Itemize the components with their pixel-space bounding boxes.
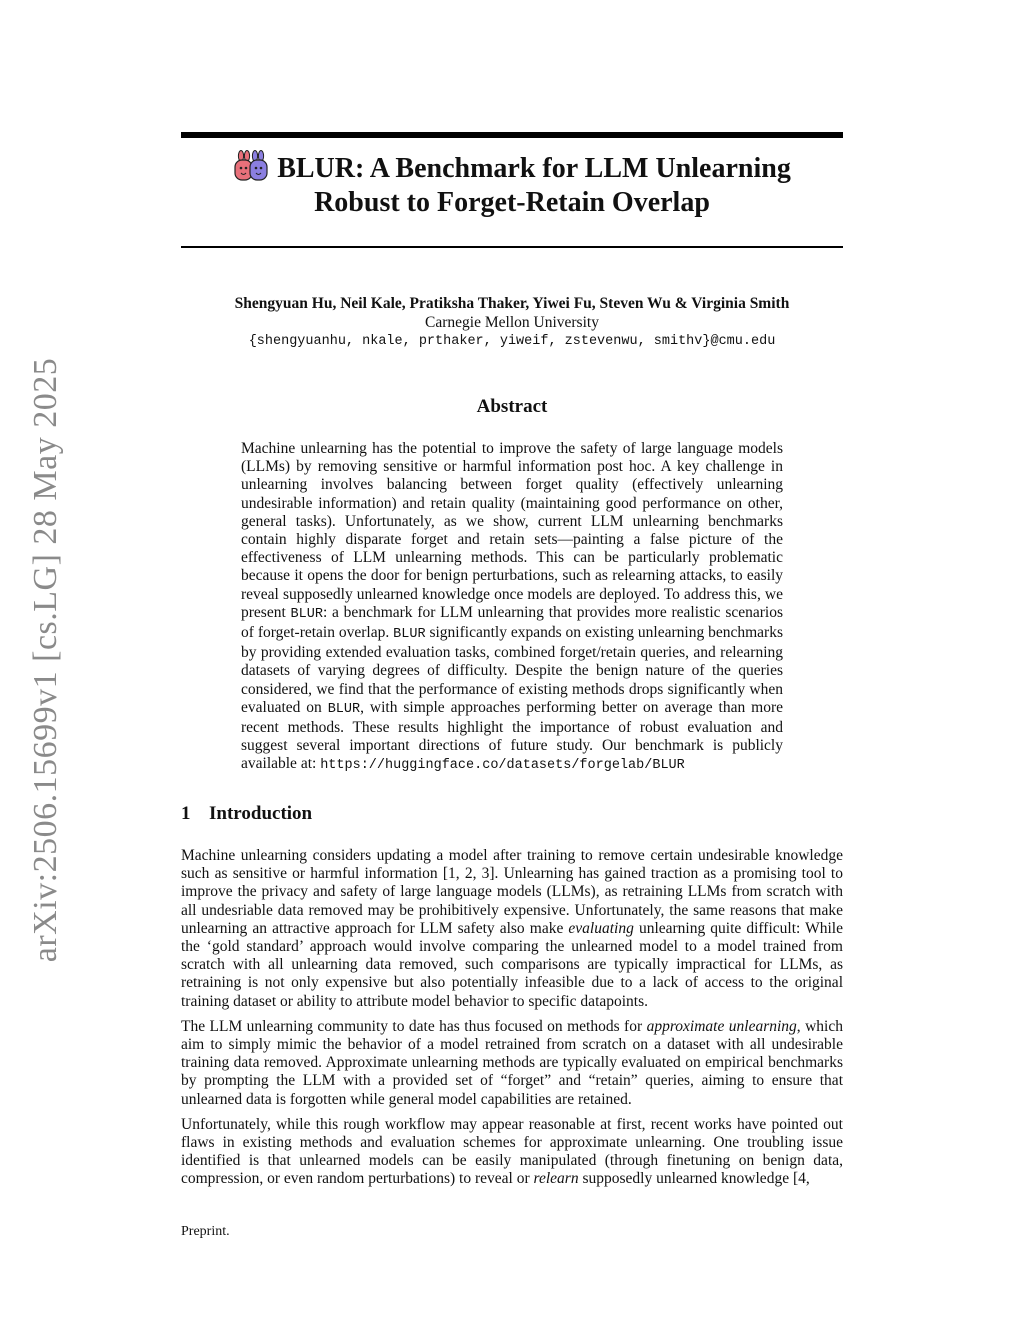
abstract-text-4: , with simple approaches performing better on average than more recent methods. These results highlight the importance of robust evaluation and suggest several important directions of future study. Our benchmark is publicly available at: (241, 698, 783, 773)
paragraph-text: The LLM unlearning community to date has thus focused on methods for (181, 1017, 647, 1035)
title-line-2: Robust to Forget-Retain Overlap (314, 187, 710, 218)
affiliation: Carnegie Mellon University (425, 314, 599, 331)
footer-preprint: Preprint. (181, 1224, 230, 1239)
abstract-text-1: Machine unlearning has the potential to improve the safety of large language models (LLMs) by removing sensitive or harmful information post hoc. A key challenge in unlearning involves balancing between forget quality (effectively unlearning undesirable information) and retain quality (maintaining good performance on other, general tasks). Unfortunately, as we show, current LLM unlearning benchmarks contain highly disparate forget and retain sets—painting a false picture of the effectiveness of LLM unlearning methods. This can be particularly problematic because it opens the door for benign perturbations, such as relearning attacks, to easily reveal supposedly unlearned knowledge once models are deployed. To address this, we present (241, 440, 783, 621)
section-heading-introduction (181, 803, 312, 825)
paper-title (181, 150, 843, 220)
emphasis-text: evaluating (568, 919, 634, 937)
benchmark-url-link[interactable]: https://huggingface.co/datasets/forgelab/BLUR (320, 758, 685, 774)
section-number: 1 (181, 803, 191, 824)
intro-paragraph-1 (181, 847, 843, 1011)
abstract-heading: Abstract (476, 396, 548, 417)
title-top-rule (181, 132, 843, 138)
paragraph-text: , which aim to simply mimic the behavior of a model retrained from scratch on a dataset with all undesirable training data removed. Approximate unlearning methods are typically evaluated on empirical benchmarks by prompting the LLM with a provided set of “forget” and “retain” queries, aiming to ensure that unlearned data is forgotten while general model capabilities are retained. (181, 1017, 843, 1108)
intro-paragraph-3 (181, 1116, 843, 1189)
abstract-text-2: : a benchmark for LLM unlearning that provides more realistic scenarios of forget-retain overlap. (241, 603, 783, 642)
intro-paragraph-2 (181, 1018, 843, 1109)
arxiv-identifier: arXiv:2506.15699v1 [cs.LG] 28 May 2025 (27, 357, 64, 963)
abstract-text-3: significantly expands on existing unlearning benchmarks by providing extended evaluation tasks, combined forget/retain queries, and relearning datasets of varying degrees of difficulty. Despite the benign nature of the queries considered, we find that the performance of existing methods drops significantly when evaluated on (241, 624, 783, 716)
blur-name: BLUR (327, 701, 361, 717)
author-emails: {shengyuanhu, nkale, prthaker, yiweif, zstevenwu, smithv}@cmu.edu (248, 334, 776, 349)
paragraph-text: unlearning quite difficult: While the ‘gold standard’ approach would involve comparing the unlearned model to a model trained from scratch with all unlearning data removed, such comparisons are typically impractical for LLMs, as retraining is not only expensive but also potentially infeasible due to a lack of access to the original training dataset or ability to attribute model behavior to specific datapoints. (181, 919, 843, 1010)
emphasis-text: approximate unlearning (646, 1017, 797, 1035)
blur-name: BLUR (290, 606, 323, 622)
author-block (181, 294, 843, 351)
bunny-logo-icon (233, 150, 269, 182)
section-title: Introduction (209, 803, 313, 824)
paragraph-text: supposedly unlearned knowledge [4, (578, 1170, 810, 1188)
introduction-body (181, 847, 843, 1196)
paragraph-text: Machine unlearning considers updating a model after training to remove certain undesirable knowledge such as sensitive or harmful information [1, 2, 3]. Unlearning has gained traction as a promising tool to improve the privacy and safety of large language models (LLMs), as retraining LLMs from scratch with all undesriable data removed may be prohibitively expensive. Unfortunately, the same reasons that make unlearning an attractive approach for LLM safety also make (181, 847, 843, 937)
emphasis-text: relearn (533, 1170, 579, 1188)
title-line-1: BLUR: A Benchmark for LLM Unlearning (277, 153, 791, 184)
title-bottom-rule (181, 246, 843, 248)
blur-name: BLUR (393, 627, 426, 643)
abstract-body (241, 440, 783, 776)
paragraph-text: Unfortunately, while this rough workflow may appear reasonable at first, recent works have pointed out flaws in existing methods and evaluation schemes for approximate unlearning. One troubling issue identified is that unlearned models can be easily manipulated (through finetuning on benign data, compression, or even random perturbations) to reveal or (181, 1115, 843, 1188)
author-names: Shengyuan Hu, Neil Kale, Pratiksha Thaker, Yiwei Fu, Steven Wu & Virginia Smith (234, 295, 790, 312)
